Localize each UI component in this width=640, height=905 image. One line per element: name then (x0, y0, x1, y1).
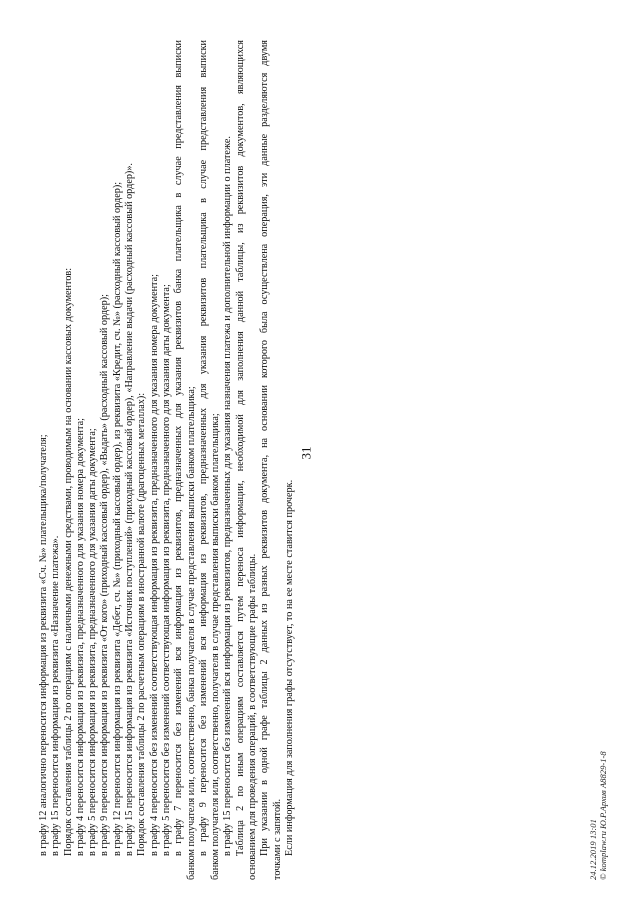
text-line-3: Порядок составления таблицы 2 по операциям с наличными денежными средствами, проводимым на основании кассовых документов: (62, 267, 74, 856)
text-line-6: в графу 9 переносится информация из реквизита «От кого» (приходный кассовый ордер), «Выдать» (расходный кассовый ордер); (99, 294, 111, 856)
text-line-2: в графу 15 переносится информация из реквизита «Назначение платежа». (50, 535, 62, 856)
text-line-13: банком получателя или, соответственно, банка получателя в случае представления выписки банком плательщика; (185, 386, 197, 880)
page-number: 31 (298, 446, 314, 460)
text-line-7: в графу 12 переносится информация из реквизита «Дебет, сч. №» (приходный кассовый ордер), из реквизита «Кредит, сч. №» (расходный кассовый ордер); (111, 181, 123, 856)
text-line-15: банком получателя или, соответственно, получателя в случае представления выписки банком плательщика; (210, 413, 222, 880)
footer-source: © komplaw.ru Ю.Р.Архив А8829-1-8 (598, 751, 608, 880)
footer-stamp (588, 660, 608, 880)
text-line-21: Если информация для заполнения графы отсутствует, то на ее месте ставится прочерк. (283, 479, 295, 856)
text-line-9: Порядок составления таблицы 2 по расчетным операциям в иностранной валюте (драгоценных металлах): (136, 392, 148, 856)
text-line-4: в графу 4 переносится информация из реквизита, предназначенного для указания номера документа; (74, 418, 86, 856)
text-line-10: в графу 4 переносится без изменений соответствующая информация из реквизита, предназначенного для указания номера документа; (148, 274, 160, 856)
text-line-8: в графу 15 переносится информация из реквизита «Источник поступлений» (приходный кассовый ордер), «Направление выдачи (расходный кассовый ордер)». (124, 163, 136, 856)
text-line-16: в графу 15 переносится без изменений вся информация из реквизитов, предназначенных для указания назначения платежа и дополнительной информации о платеже. (222, 136, 234, 856)
text-line-18: основанием для проведения операций, в соответствующие графы таблицы. (247, 553, 259, 880)
text-line-19: При указании в одной графе таблицы 2 данных из разных реквизитов документа, на основании которого была осуществлена операция, эти данные разделяются двумя (259, 40, 271, 856)
text-line-20: точками с запятой. (271, 798, 283, 880)
text-line-5: в графу 5 переносится информация из реквизита, предназначенного для указания даты документа; (87, 428, 99, 856)
footer-date: 24.12.2019 13:01 (588, 819, 598, 880)
text-line-17: Таблица 2 по иным операциям составляется путем переноса информации, необходимой для заполнения данной таблицы, из реквизитов документов, являющихся (234, 40, 246, 856)
text-line-12: в графу 7 переносится без изменений вся информация из реквизитов, предназначенных для указания реквизитов банка плательщика в случае представления выписки (173, 40, 185, 856)
text-line-14: в графу 9 переносится без изменений вся информация из реквизитов, предназначенных для указания реквизитов плательщика в случае представления выписки (197, 40, 209, 856)
document-body (38, 40, 293, 880)
text-line-11: в графу 5 переносится без изменений соответствующая информация из реквизита, предназначенного для указания даты документа; (160, 284, 172, 856)
text-line-1: в графу 12 аналогично переносится информация из реквизита «Сч. №» плательщика/получателя; (38, 434, 49, 856)
